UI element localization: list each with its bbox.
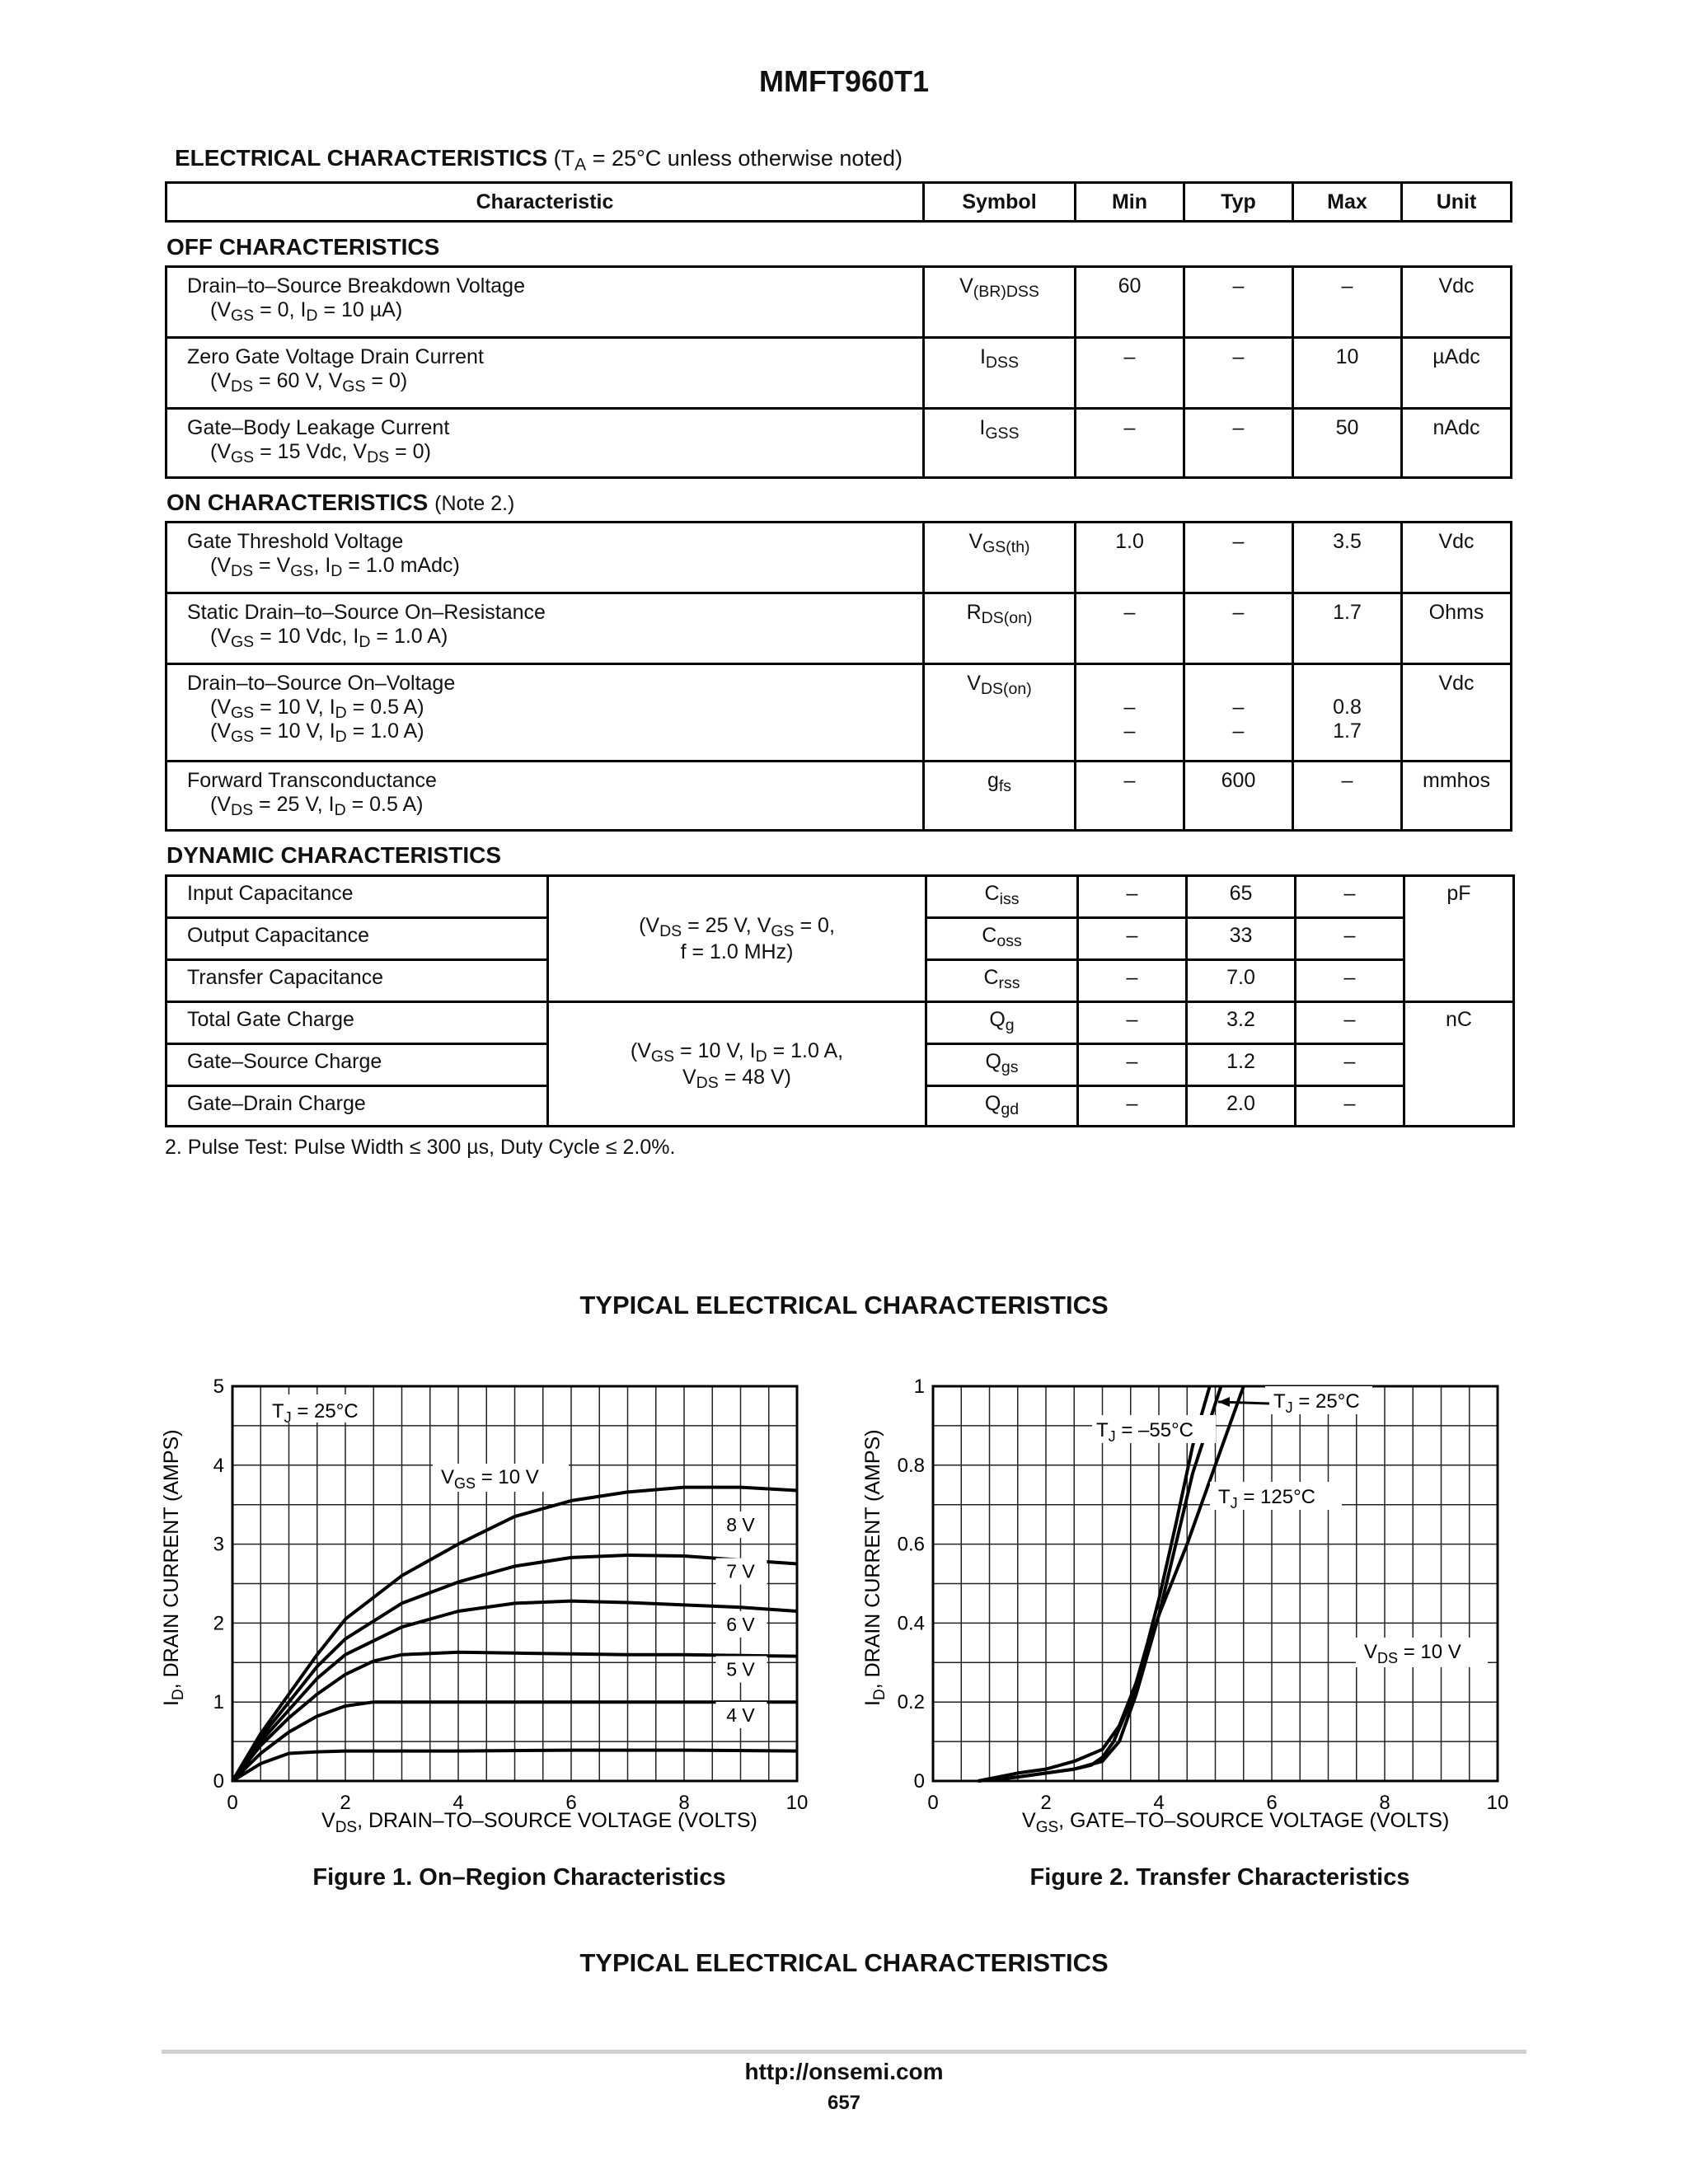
table-row	[166, 409, 1512, 478]
col-unit: Unit	[1402, 183, 1512, 222]
chart-grid	[232, 1386, 797, 1781]
max-cell: –	[1293, 267, 1402, 338]
figure-2-xlabel: $V_{GS}$, GATE–TO–SOURCE VOLTAGE (VOLTS)	[1022, 1809, 1450, 1836]
char-condition: ($V_{DS} = 25$ V, $I_D = 0.5$ A)	[210, 793, 424, 819]
min-cell: – –	[1076, 664, 1184, 762]
typ-cell: 7.0	[1187, 960, 1296, 1002]
tj25-arrow-icon	[1218, 1397, 1230, 1407]
x-tick-label: 8	[1379, 1792, 1390, 1814]
section-title: TYPICAL ELECTRICAL CHARACTERISTICS	[579, 1291, 1109, 1319]
min-cell: –	[1078, 1002, 1187, 1044]
y-tick-label: 0	[213, 1770, 224, 1793]
symbol-cell: $Q_{gd}$	[926, 1086, 1078, 1127]
char-condition: ($V_{GS} = 10$ Vdc, $I_D = 1.0$ A)	[210, 625, 448, 651]
min-cell: –	[1078, 876, 1187, 918]
x-tick-label: 10	[785, 1792, 809, 1814]
x-tick-label: 2	[1040, 1792, 1052, 1814]
series-label: 5 V	[726, 1658, 755, 1680]
on-characteristics-table	[165, 521, 1512, 832]
y-tick-label: 0.8	[897, 1454, 925, 1477]
char-name: Drain–to–Source On–Voltage	[187, 672, 456, 695]
max-cell: –	[1296, 1002, 1404, 1044]
on-characteristics-heading	[166, 490, 514, 516]
x-tick-label: 10	[1486, 1792, 1509, 1814]
max-cell: –	[1293, 762, 1402, 831]
col-characteristic: Characteristic	[166, 183, 924, 222]
min-cell: 60	[1076, 267, 1184, 338]
ec-condition: ($T_A = 25^\circ C$ unless otherwise noted)	[553, 146, 903, 175]
symbol-cell: $g_{fs}$	[924, 762, 1076, 831]
max-cell: 3.5	[1293, 523, 1402, 593]
char-condition: ($V_{DS} = 60$ V, $V_{GS} = 0$)	[210, 369, 408, 396]
x-tick-label: 4	[452, 1792, 464, 1814]
x-tick-label: 4	[1153, 1792, 1165, 1814]
max-cell: 50	[1293, 409, 1402, 478]
off-characteristics-table	[165, 265, 1512, 479]
char-name: Gate Threshold Voltage	[187, 530, 404, 553]
min-cell: –	[1076, 338, 1184, 409]
symbol-cell: $I_{GSS}$	[924, 409, 1076, 478]
page-number: 657	[827, 2092, 861, 2114]
symbol-cell: $Q_{gs}$	[926, 1044, 1078, 1086]
char-condition: ($V_{GS} = 15$ Vdc, $V_{DS} = 0$)	[210, 440, 431, 466]
series-label: 7 V	[726, 1560, 755, 1582]
footnote: 2. Pulse Test: Pulse Width ≤ 300 µs, Duty Cycle ≤ 2.0%.	[165, 1136, 676, 1159]
max-cell: 1.7	[1293, 593, 1402, 664]
char-name: Input Capacitance	[166, 876, 548, 918]
y-tick-label: 4	[213, 1454, 224, 1477]
figure-1-ylabel: $I_D$, DRAIN CURRENT (AMPS)	[160, 1429, 187, 1706]
x-tick-label: 0	[227, 1792, 238, 1814]
off-characteristics-heading: OFF CHARACTERISTICS	[166, 234, 440, 260]
tj125-annotation: $T_J = 125^\circ C$	[1218, 1486, 1315, 1511]
figure-1-caption: Figure 1. On–Region Characteristics	[312, 1864, 726, 1891]
typ-cell: 33	[1187, 918, 1296, 960]
col-min: Min	[1076, 183, 1184, 222]
char-name: Zero Gate Voltage Drain Current	[187, 345, 484, 368]
on-heading-text: ON CHARACTERISTICS	[166, 490, 429, 515]
max-cell: 10	[1293, 338, 1402, 409]
typ-cell: –	[1184, 593, 1293, 664]
symbol-cell: $V_{DS(on)}$	[924, 664, 1076, 762]
col-typ: Typ	[1184, 183, 1293, 222]
char-name: Forward Transconductance	[187, 769, 437, 792]
cap-test-condition: ($V_{DS} = 25$ V, $V_{GS} = 0$, f = 1.0 MHz)	[548, 876, 926, 1002]
unit-cell: mmhos	[1402, 762, 1512, 831]
tj25-annotation: $T_J = 25^\circ C$	[1273, 1390, 1360, 1416]
table-row	[166, 523, 1512, 593]
charge-test-condition: ($V_{GS} = 10$ V, $I_D = 1.0$ A, $V_{DS} = 48$ V)	[548, 1002, 926, 1127]
max-cell: –	[1296, 876, 1404, 918]
table-row	[166, 876, 1514, 918]
max-cell: –	[1296, 960, 1404, 1002]
table-row	[166, 762, 1512, 831]
figure-2-ylabel: $I_D$, DRAIN CURRENT (AMPS)	[861, 1429, 889, 1706]
x-tick-label: 0	[927, 1792, 939, 1814]
max-cell: –	[1296, 1044, 1404, 1086]
char-condition: ($V_{GS} = 10$ V, $I_D = 1.0$ A)	[210, 719, 424, 746]
part-number-title: MMFT960T1	[758, 64, 930, 98]
unit-cell: Vdc	[1402, 664, 1512, 762]
y-tick-label: 5	[213, 1376, 224, 1398]
min-cell: –	[1078, 1044, 1187, 1086]
y-tick-label: 1	[213, 1691, 224, 1714]
table-row	[166, 664, 1512, 762]
char-name: Static Drain–to–Source On–Resistance	[187, 601, 546, 624]
y-tick-label: 0.6	[897, 1533, 925, 1556]
section-title-2: TYPICAL ELECTRICAL CHARACTERISTICS	[579, 1948, 1109, 1977]
table-row	[166, 1002, 1514, 1044]
char-name: Gate–Body Leakage Current	[187, 416, 450, 439]
vgs-annotation: $V_{GS} = 10$ V	[441, 1466, 539, 1492]
unit-cell: nAdc	[1402, 409, 1512, 478]
max-cell: –	[1296, 1086, 1404, 1127]
table-row	[166, 338, 1512, 409]
x-tick-label: 6	[1266, 1792, 1278, 1814]
footer-url: http://onsemi.com	[744, 2059, 944, 2084]
dynamic-characteristics-table	[165, 874, 1515, 1127]
y-tick-label: 1	[913, 1376, 925, 1398]
ec-title: ELECTRICAL CHARACTERISTICS	[175, 145, 548, 171]
y-tick-label: 2	[213, 1612, 224, 1635]
symbol-cell: $R_{DS(on)}$	[924, 593, 1076, 664]
char-name: Transfer Capacitance	[166, 960, 548, 1002]
y-tick-label: 0.4	[897, 1612, 925, 1635]
tj-55-annotation: $T_J = -55^\circ C$	[1096, 1419, 1193, 1445]
typ-cell: 3.2	[1187, 1002, 1296, 1044]
electrical-characteristics-heading	[175, 145, 903, 175]
char-name: Total Gate Charge	[166, 1002, 548, 1044]
char-name: Gate–Drain Charge	[166, 1086, 548, 1127]
vds-annotation: $V_{DS} = 10$ V	[1364, 1641, 1461, 1666]
symbol-cell: $C_{rss}$	[926, 960, 1078, 1002]
dynamic-characteristics-heading: DYNAMIC CHARACTERISTICS	[166, 842, 501, 868]
max-cell: –	[1296, 918, 1404, 960]
min-cell: 1.0	[1076, 523, 1184, 593]
ec-column-header	[165, 181, 1512, 223]
y-tick-label: 3	[213, 1533, 224, 1556]
min-cell: –	[1076, 762, 1184, 831]
figure-1-xlabel: $V_{DS}$, DRAIN–TO–SOURCE VOLTAGE (VOLTS)	[321, 1809, 757, 1836]
symbol-cell: $Q_g$	[926, 1002, 1078, 1044]
x-tick-label: 6	[565, 1792, 577, 1814]
col-max: Max	[1293, 183, 1402, 222]
min-cell: –	[1076, 409, 1184, 478]
unit-cell: Vdc	[1402, 523, 1512, 593]
y-tick-label: 0.2	[897, 1691, 925, 1714]
typ-cell: –	[1184, 267, 1293, 338]
symbol-cell: $I_{DSS}$	[924, 338, 1076, 409]
min-cell: –	[1078, 960, 1187, 1002]
unit-cell: nC	[1404, 1002, 1514, 1127]
symbol-cell: $C_{iss}$	[926, 876, 1078, 918]
typ-cell: 2.0	[1187, 1086, 1296, 1127]
x-tick-label: 8	[678, 1792, 690, 1814]
tj-annotation: $T_J = 25^\circ C$	[272, 1400, 359, 1426]
chart-grid	[933, 1386, 1498, 1781]
symbol-cell: $V_{(BR)DSS}$	[924, 267, 1076, 338]
char-name: Output Capacitance	[166, 918, 548, 960]
figure-2-chart	[849, 1352, 1541, 1838]
series-label: 6 V	[726, 1613, 755, 1635]
symbol-cell: $V_{GS(th)}$	[924, 523, 1076, 593]
symbol-cell: $C_{oss}$	[926, 918, 1078, 960]
figure-2-caption: Figure 2. Transfer Characteristics	[1029, 1864, 1410, 1891]
max-cell: 0.8 1.7	[1293, 664, 1402, 762]
table-row	[166, 593, 1512, 664]
chart-annotations	[268, 1394, 569, 1492]
unit-cell: pF	[1404, 876, 1514, 1002]
char-condition: ($V_{GS} = 10$ V, $I_D = 0.5$ A)	[210, 696, 424, 722]
min-cell: –	[1078, 1086, 1187, 1127]
typ-cell: –	[1184, 409, 1293, 478]
unit-cell: µAdc	[1402, 338, 1512, 409]
table-row	[166, 267, 1512, 338]
typ-cell: 1.2	[1187, 1044, 1296, 1086]
unit-cell: Ohms	[1402, 593, 1512, 664]
char-name: Gate–Source Charge	[166, 1044, 548, 1086]
series-label: 4 V	[726, 1704, 755, 1726]
min-cell: –	[1076, 593, 1184, 664]
char-condition: ($V_{GS} = 0$, $I_D = 10$ µA)	[210, 298, 403, 325]
typ-cell: 600	[1184, 762, 1293, 831]
figure-1-chart	[148, 1352, 841, 1838]
footer-divider	[162, 2050, 1526, 2054]
typ-cell: –	[1184, 523, 1293, 593]
series-label: 8 V	[726, 1514, 755, 1536]
typ-cell: –	[1184, 338, 1293, 409]
char-condition: ($V_{DS} = V_{GS}$, $I_D = 1.0$ mAdc)	[210, 554, 460, 580]
x-tick-label: 2	[340, 1792, 351, 1814]
typ-cell: 65	[1187, 876, 1296, 918]
chart-tick-labels	[213, 1376, 809, 1814]
min-cell: –	[1078, 918, 1187, 960]
col-symbol: Symbol	[924, 183, 1076, 222]
char-name: Drain–to–Source Breakdown Voltage	[187, 274, 525, 298]
unit-cell: Vdc	[1402, 267, 1512, 338]
typ-cell: – –	[1184, 664, 1293, 762]
y-tick-label: 0	[913, 1770, 925, 1793]
on-note-ref: (Note 2.)	[434, 492, 515, 515]
